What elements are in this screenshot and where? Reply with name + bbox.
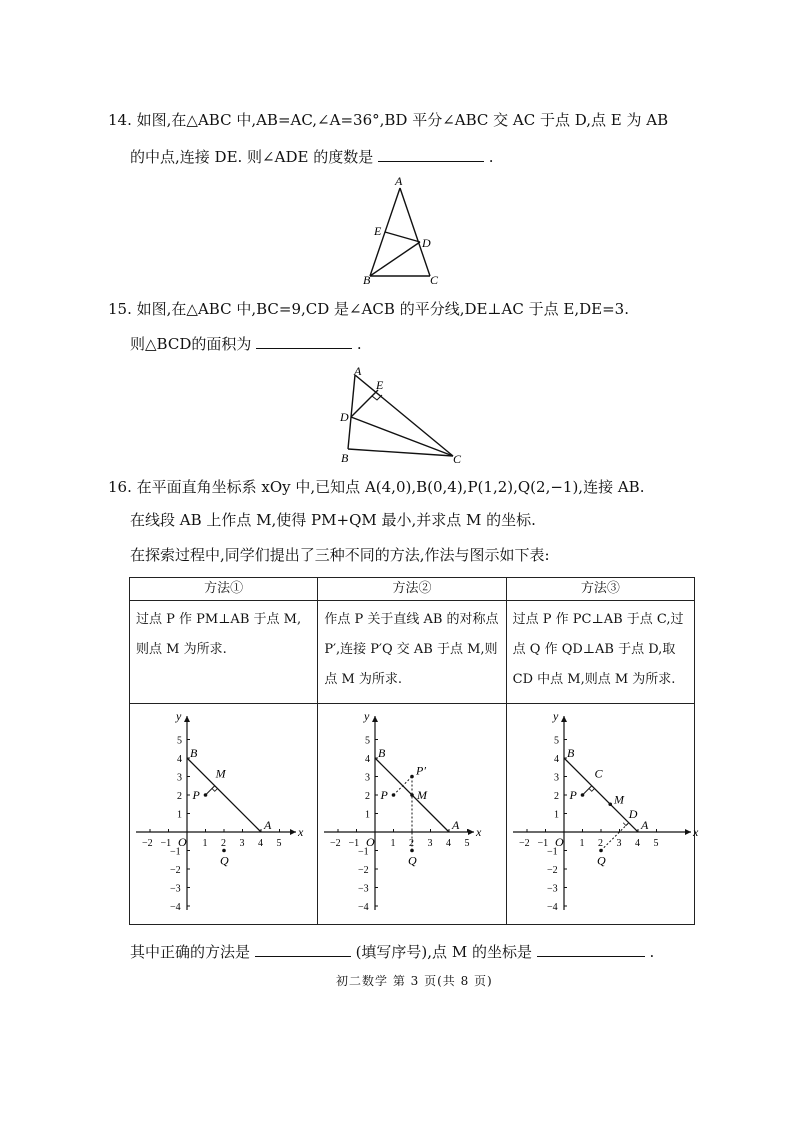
- q14-label-C: C: [430, 273, 439, 287]
- q15-label-D: D: [340, 410, 349, 424]
- point-A-label: A: [264, 818, 272, 832]
- q16-line2: 在线段 AB 上作点 M,使得 PM+QM 最小,并求点 M 的坐标.: [130, 511, 536, 529]
- point-M-label: M: [215, 766, 226, 781]
- page-footer: 初二数学 第 3 页(共 8 页): [336, 974, 493, 988]
- x-tick-label: 1: [202, 838, 208, 849]
- origin-label: O: [366, 835, 375, 849]
- point-B-label: B: [566, 746, 574, 760]
- q15-text-2: 则△BCD的面积为: [130, 335, 252, 353]
- q15-answer-blank[interactable]: [256, 332, 352, 349]
- q14-number: 14.: [108, 111, 132, 129]
- point-Q-label: Q: [220, 853, 229, 868]
- x-axis-arrow: [468, 829, 474, 835]
- x-tick-label: −1: [160, 838, 172, 849]
- q15-line1: [108, 299, 629, 319]
- point-M-label: M: [613, 792, 624, 807]
- x-tick-label: 2: [409, 838, 415, 849]
- x-axis-label: x: [298, 825, 304, 839]
- q15-line2: [130, 332, 362, 354]
- point-A-label: A: [452, 818, 460, 832]
- x-axis-arrow: [290, 829, 296, 835]
- point-M-label: M: [417, 788, 428, 802]
- point-Q: [222, 849, 226, 853]
- method-1-title: 方法①: [130, 578, 318, 601]
- method-2-desc: 作点 P 关于直线 AB 的对称点 P′,连接 P′Q 交 AB 于点 M,则点 M 为所求.: [318, 601, 506, 704]
- y-tick-label: 4: [553, 754, 559, 765]
- x-tick-label: 5: [464, 838, 470, 849]
- y-tick-label: 4: [177, 754, 182, 765]
- y-tick-label: −1: [546, 846, 558, 858]
- q14-answer-blank[interactable]: [378, 145, 484, 162]
- method-2-graph-cell: [318, 704, 506, 925]
- point-D-label: D: [628, 807, 638, 822]
- segment-QD: [601, 823, 629, 851]
- y-tick-label: 3: [177, 772, 182, 784]
- q15-number: 15.: [108, 300, 132, 318]
- coordinate-answer-blank[interactable]: [537, 940, 645, 957]
- right-angle-mark: [623, 823, 629, 826]
- y-tick-label: 5: [177, 735, 182, 747]
- point-M: [411, 793, 415, 797]
- y-axis-arrow: [372, 716, 378, 722]
- q16-answer-line: [130, 940, 654, 962]
- method-3-graph-cell: [506, 704, 698, 925]
- method-3-title: 方法③: [506, 578, 694, 601]
- y-tick-label: 5: [365, 735, 371, 747]
- method-1-desc: 过点 P 作 PM⊥AB 于点 M,则点 M 为所求.: [130, 601, 318, 704]
- y-tick-label: 1: [553, 809, 559, 821]
- method-answer-blank[interactable]: [255, 940, 351, 957]
- x-tick-label: 3: [616, 838, 622, 849]
- x-tick-label: 4: [446, 838, 452, 849]
- y-axis-label: y: [364, 709, 370, 723]
- y-tick-label: −1: [170, 846, 181, 858]
- y-tick-label: −4: [358, 902, 369, 913]
- y-axis-label: y: [552, 709, 558, 723]
- q14-label-A: A: [395, 174, 403, 188]
- y-tick-label: −2: [358, 865, 369, 876]
- y-axis-arrow: [561, 716, 567, 722]
- y-tick-label: 2: [177, 791, 182, 802]
- q14-text-1: 如图,在△ABC 中,AB=AC,∠A=36°,BD 平分∠ABC 交 AC 于点 D,点 E 为 AB: [136, 111, 669, 129]
- right-angle-mark: [212, 789, 218, 792]
- x-tick-label: −2: [518, 838, 530, 849]
- q14-text-2: 的中点,连接 DE. 则∠ADE 的度数是: [130, 148, 374, 166]
- y-tick-label: −3: [170, 883, 181, 895]
- answer-middle: (填写序号),点 M 的坐标是: [355, 943, 532, 961]
- q15-figure: [335, 362, 470, 467]
- x-tick-label: 3: [239, 838, 245, 849]
- method-3-desc: 过点 P 作 PC⊥AB 于点 C,过点 Q 作 QD⊥AB 于点 D,取 CD 中点 M,则点 M 为所求.: [506, 601, 694, 704]
- point-P-label: P: [380, 788, 389, 802]
- q14-figure: [355, 172, 455, 287]
- y-tick-label: −2: [546, 865, 558, 876]
- point-B-label: B: [190, 746, 198, 760]
- q16-number: 16.: [108, 478, 132, 496]
- y-axis-arrow: [184, 716, 190, 722]
- q14-period: .: [488, 148, 494, 166]
- x-tick-label: −1: [348, 838, 360, 849]
- point-A-label: A: [640, 818, 648, 832]
- y-tick-label: 3: [365, 772, 371, 784]
- origin-label: O: [178, 835, 187, 849]
- q14-line1: [108, 110, 668, 130]
- x-axis-label: x: [692, 825, 698, 839]
- q16-line1: [108, 477, 644, 497]
- x-tick-label: 5: [276, 838, 282, 849]
- x-tick-label: 4: [634, 838, 640, 849]
- methods-table: [129, 577, 698, 925]
- y-tick-label: −4: [170, 902, 181, 913]
- point-P-label: P: [192, 788, 200, 802]
- q15-label-E: E: [376, 378, 384, 392]
- x-axis-label: x: [476, 825, 482, 839]
- x-axis-arrow: [685, 829, 691, 835]
- x-tick-label: −2: [330, 838, 341, 849]
- q15-label-A: A: [354, 364, 362, 378]
- answer-prefix: 其中正确的方法是: [130, 943, 251, 961]
- x-tick-label: 2: [221, 838, 226, 849]
- right-angle-mark: [589, 789, 595, 792]
- x-tick-label: 1: [390, 838, 396, 849]
- y-tick-label: −2: [170, 865, 181, 876]
- origin-label: O: [554, 835, 564, 849]
- q15-label-B: B: [341, 451, 349, 465]
- y-tick-label: 2: [365, 791, 371, 802]
- point-P-prime-label: P′: [416, 763, 427, 778]
- q16-line3: 在探索过程中,同学们提出了三种不同的方法,作法与图示如下表:: [130, 546, 550, 564]
- x-tick-label: 1: [579, 838, 585, 849]
- y-tick-label: −3: [358, 883, 369, 895]
- q15-label-C: C: [453, 452, 462, 466]
- method-2-title: 方法②: [318, 578, 506, 601]
- y-tick-label: −3: [546, 883, 558, 895]
- x-tick-label: −2: [142, 838, 153, 849]
- q14-line2: [130, 145, 494, 167]
- y-tick-label: 5: [553, 735, 559, 747]
- x-tick-label: 3: [427, 838, 433, 849]
- y-tick-label: 3: [553, 772, 559, 784]
- x-tick-label: −1: [537, 838, 548, 849]
- y-tick-label: 1: [365, 809, 371, 821]
- right-angle-mark: [212, 783, 215, 786]
- q14-label-D: D: [422, 236, 431, 250]
- y-tick-label: 4: [365, 754, 371, 765]
- y-tick-label: −4: [546, 902, 558, 913]
- method-1-graph-cell: [130, 704, 318, 925]
- point-Q-label: Q: [596, 853, 606, 868]
- y-tick-label: 1: [177, 809, 182, 821]
- point-C-label: C: [594, 766, 603, 781]
- x-tick-label: 5: [653, 838, 659, 849]
- point-M: [608, 802, 612, 806]
- y-tick-label: −1: [358, 846, 369, 858]
- q14-label-B: B: [363, 273, 371, 287]
- point-B-label: B: [378, 746, 386, 760]
- q15-period: .: [356, 335, 362, 353]
- answer-suffix: .: [649, 943, 655, 961]
- y-axis-label: y: [176, 709, 182, 723]
- point-P-label: P: [569, 788, 577, 802]
- x-tick-label: 4: [258, 838, 263, 849]
- q14-label-E: E: [374, 224, 382, 238]
- point-Q-label: Q: [408, 853, 417, 868]
- q15-text-1: 如图,在△ABC 中,BC=9,CD 是∠ACB 的平分线,DE⊥AC 于点 E,DE=3.: [136, 300, 629, 318]
- q16-text-1: 在平面直角坐标系 xOy 中,已知点 A(4,0),B(0,4),P(1,2),Q(2,−1),连接 AB.: [136, 478, 645, 496]
- x-tick-label: 2: [597, 838, 603, 849]
- y-tick-label: 2: [553, 791, 559, 802]
